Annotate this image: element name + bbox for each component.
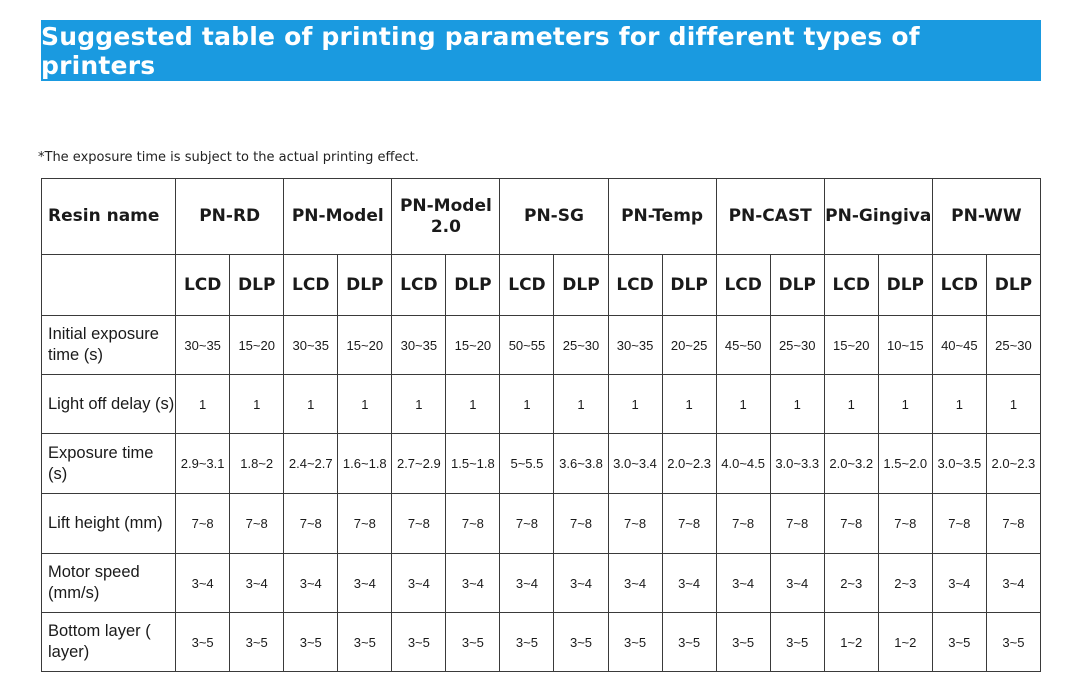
table-cell: 30~35 (608, 316, 662, 375)
table-cell: 20~25 (662, 316, 716, 375)
table-cell: 3~5 (176, 613, 230, 672)
table-cell: 3~5 (932, 613, 986, 672)
table-cell: 3~5 (770, 613, 824, 672)
printer-type-header: LCD (932, 255, 986, 316)
table-cell: 3~4 (284, 554, 338, 613)
table-row (42, 554, 1041, 613)
table-cell: 1 (932, 375, 986, 434)
table-cell: 1 (392, 375, 446, 434)
table-cell: 3~4 (176, 554, 230, 613)
table-cell: 1 (284, 375, 338, 434)
printer-type-header: DLP (446, 255, 500, 316)
printer-type-header: DLP (230, 255, 284, 316)
printer-type-header: DLP (338, 255, 392, 316)
printer-type-header: LCD (176, 255, 230, 316)
table-cell: 3~5 (230, 613, 284, 672)
table-cell: 3.0~3.4 (608, 434, 662, 494)
table-row (42, 613, 1041, 672)
table-row (42, 434, 1041, 494)
row-label: Lift height (mm) (42, 494, 176, 554)
table-cell: 3~4 (608, 554, 662, 613)
table-cell: 2.0~2.3 (986, 434, 1040, 494)
table-cell: 15~20 (230, 316, 284, 375)
table-cell: 3~5 (284, 613, 338, 672)
table-cell: 45~50 (716, 316, 770, 375)
table-cell: 3~5 (554, 613, 608, 672)
table-cell: 3~4 (392, 554, 446, 613)
table-row (42, 375, 1041, 434)
table-cell: 3~4 (986, 554, 1040, 613)
printer-type-header: DLP (878, 255, 932, 316)
table-cell: 3~5 (446, 613, 500, 672)
table-cell: 7~8 (446, 494, 500, 554)
table-cell: 30~35 (392, 316, 446, 375)
resin-header-text: PN-Model 2.0 (399, 195, 492, 237)
table-cell: 40~45 (932, 316, 986, 375)
table-cell: 3~4 (932, 554, 986, 613)
table-cell: 2.0~2.3 (662, 434, 716, 494)
blank-cell (42, 255, 176, 316)
table-cell: 1 (716, 375, 770, 434)
table-cell: 1 (176, 375, 230, 434)
table-cell: 15~20 (338, 316, 392, 375)
resin-header: PN-CAST (716, 179, 824, 255)
table-cell: 7~8 (554, 494, 608, 554)
printer-type-header: DLP (662, 255, 716, 316)
page-title: Suggested table of printing parameters for different types of printers (41, 21, 920, 80)
table-cell: 7~8 (716, 494, 770, 554)
table-cell: 1 (824, 375, 878, 434)
table-cell: 7~8 (500, 494, 554, 554)
row-label: Light off delay (s) (42, 375, 176, 434)
table-cell: 3~4 (230, 554, 284, 613)
table-cell: 1 (500, 375, 554, 434)
parameters-body (42, 316, 1041, 672)
table-cell: 3~4 (716, 554, 770, 613)
table-cell: 3~4 (446, 554, 500, 613)
resin-header (392, 179, 500, 255)
table-cell: 1.5~2.0 (878, 434, 932, 494)
table-cell: 1.6~1.8 (338, 434, 392, 494)
printer-type-header: DLP (986, 255, 1040, 316)
table-cell: 2.4~2.7 (284, 434, 338, 494)
printer-type-header: LCD (392, 255, 446, 316)
table-cell: 3~4 (500, 554, 554, 613)
table-cell: 3~5 (338, 613, 392, 672)
resin-header: PN-Gingiva (824, 179, 932, 255)
table-cell: 1 (662, 375, 716, 434)
printer-type-header: LCD (284, 255, 338, 316)
table-cell: 7~8 (878, 494, 932, 554)
resin-header: PN-Temp (608, 179, 716, 255)
table-cell: 3.6~3.8 (554, 434, 608, 494)
table-cell: 4.0~4.5 (716, 434, 770, 494)
table-cell: 15~20 (824, 316, 878, 375)
table-cell: 30~35 (176, 316, 230, 375)
table-cell: 3~5 (716, 613, 770, 672)
exposure-note: *The exposure time is subject to the actual printing effect. (38, 150, 419, 165)
table-cell: 7~8 (176, 494, 230, 554)
table-cell: 15~20 (446, 316, 500, 375)
table-cell: 25~30 (986, 316, 1040, 375)
table-cell: 1 (608, 375, 662, 434)
resin-header: PN-WW (932, 179, 1040, 255)
table-cell: 7~8 (338, 494, 392, 554)
table-cell: 1 (770, 375, 824, 434)
table-cell: 1 (230, 375, 284, 434)
table-cell: 7~8 (284, 494, 338, 554)
table-cell: 25~30 (554, 316, 608, 375)
table-cell: 2.9~3.1 (176, 434, 230, 494)
table-cell: 3~5 (392, 613, 446, 672)
table-cell: 7~8 (986, 494, 1040, 554)
table-cell: 3~4 (770, 554, 824, 613)
table-cell: 2~3 (824, 554, 878, 613)
table-cell: 3.0~3.5 (932, 434, 986, 494)
printer-type-header: LCD (500, 255, 554, 316)
table-cell: 3~5 (986, 613, 1040, 672)
resin-header: PN-Model (284, 179, 392, 255)
table-cell: 7~8 (230, 494, 284, 554)
table-cell: 2.0~3.2 (824, 434, 878, 494)
table-cell: 3~5 (500, 613, 554, 672)
table-cell: 1 (338, 375, 392, 434)
resin-header: PN-RD (176, 179, 284, 255)
table-cell: 1 (878, 375, 932, 434)
printer-type-header: DLP (554, 255, 608, 316)
table-cell: 7~8 (662, 494, 716, 554)
row-label: Exposure time (s) (42, 434, 176, 494)
table-cell: 1.8~2 (230, 434, 284, 494)
title-banner (41, 20, 1041, 81)
table-cell: 30~35 (284, 316, 338, 375)
table-cell: 10~15 (878, 316, 932, 375)
table-cell: 1~2 (824, 613, 878, 672)
printer-type-header: LCD (608, 255, 662, 316)
resin-header: PN-SG (500, 179, 608, 255)
table-cell: 25~30 (770, 316, 824, 375)
table-cell: 3~5 (662, 613, 716, 672)
table-cell: 7~8 (932, 494, 986, 554)
printing-parameters-table (41, 178, 1041, 672)
table-cell: 3~4 (338, 554, 392, 613)
table-cell: 7~8 (608, 494, 662, 554)
printer-type-header: LCD (824, 255, 878, 316)
table-row (42, 494, 1041, 554)
row-label: Motor speed (mm/s) (42, 554, 176, 613)
table-cell: 50~55 (500, 316, 554, 375)
row-label: Initial exposure time (s) (42, 316, 176, 375)
row-label: Bottom layer ( layer) (42, 613, 176, 672)
table-cell: 7~8 (770, 494, 824, 554)
table-cell: 1 (446, 375, 500, 434)
printer-type-row (42, 255, 1041, 316)
resin-name-header: Resin name (42, 179, 176, 255)
table-cell: 5~5.5 (500, 434, 554, 494)
table-cell: 3~4 (662, 554, 716, 613)
table-cell: 2~3 (878, 554, 932, 613)
table-cell: 1 (986, 375, 1040, 434)
table-cell: 3~5 (608, 613, 662, 672)
table-cell: 1.5~1.8 (446, 434, 500, 494)
table-cell: 3~4 (554, 554, 608, 613)
printer-type-header: LCD (716, 255, 770, 316)
table-cell: 3.0~3.3 (770, 434, 824, 494)
table-cell: 7~8 (824, 494, 878, 554)
table-row (42, 316, 1041, 375)
printer-type-header: DLP (770, 255, 824, 316)
table-cell: 1 (554, 375, 608, 434)
table-cell: 7~8 (392, 494, 446, 554)
table-cell: 2.7~2.9 (392, 434, 446, 494)
resin-header-row (42, 179, 1041, 255)
table-cell: 1~2 (878, 613, 932, 672)
